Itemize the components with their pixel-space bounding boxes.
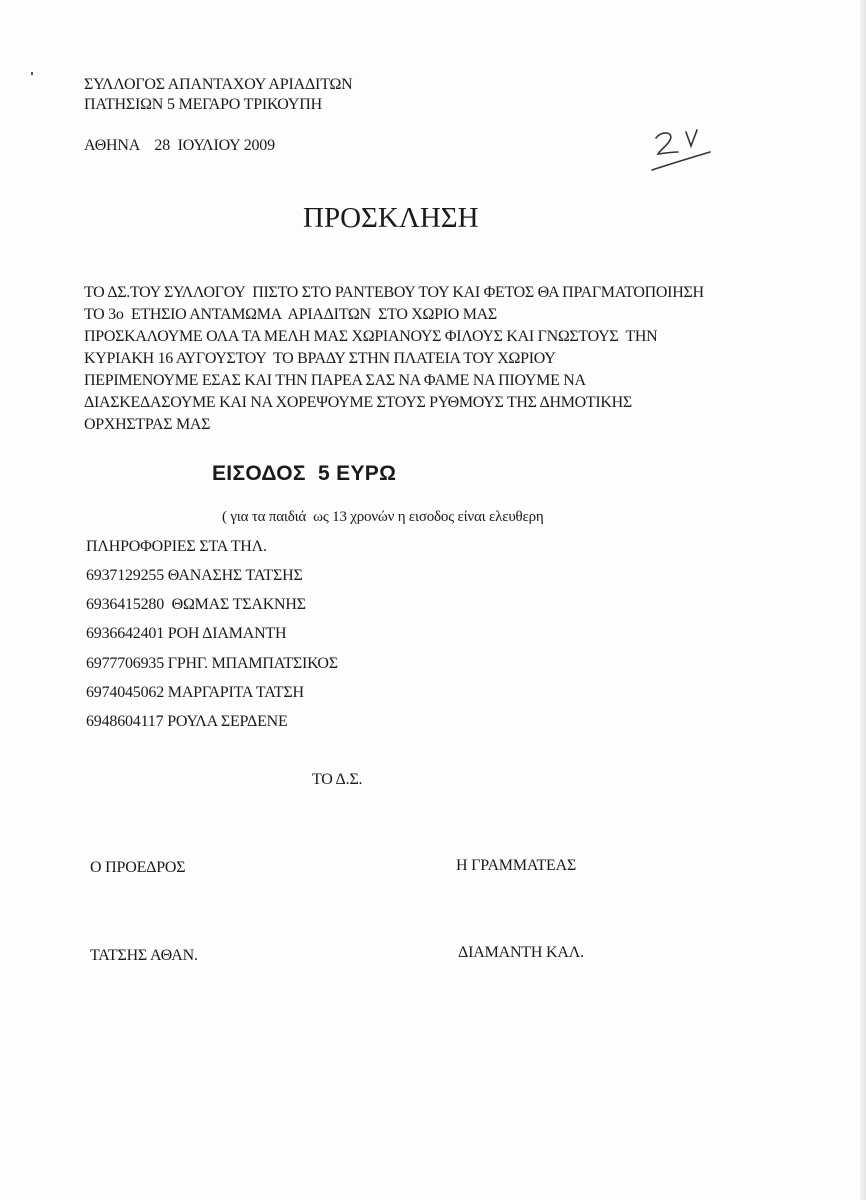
secretary-label: Η ΓΡΑΜΜΑΤΕΑΣ	[456, 857, 577, 874]
body-line: ΤΟ ΔΣ.ΤΟΥ ΣΥΛΛΟΓΟΥ ΠΙΣΤΟ ΣΤΟ ΡΑΝΤΕΒΟΥ ΤΟΥ ΚΑΙ ΦΕΤΟΣ ΘΑ ΠΡΑΓΜΑΤΟΠΟΙΗΣΗ	[84, 284, 704, 301]
info-title: ΠΛΗΡΟΦΟΡΙΕΣ ΣΤΑ ΤΗΛ.	[86, 538, 267, 555]
invitation-body	[84, 282, 704, 436]
contact-item: 6937129255 ΘΑΝΑΣΗΣ ΤΑΤΣΗΣ	[86, 567, 303, 584]
association-name: ΣΥΛΛΟΓΟΣ ΑΠΑΝΤΑΧΟΥ ΑΡΙΑΔΙΤΩΝ	[84, 76, 353, 93]
scan-speck	[31, 72, 33, 75]
document-title: ΠΡΟΣΚΛΗΣΗ	[303, 202, 479, 234]
contact-item: 6974045062 ΜΑΡΓΑΡΙΤΑ ΤΑΤΣΗ	[86, 683, 304, 701]
president-name: ΤΑΤΣΗΣ ΑΘΑΝ.	[90, 947, 198, 964]
contact-item: 6948604117 ΡΟΥΛΑ ΣΕΡΔΕΝΕ	[86, 712, 288, 730]
board-signature: ΤΟ Δ.Σ.	[312, 771, 363, 788]
body-line: ΚΥΡΙΑΚΗ 16 ΑΥΓΟΥΣΤΟΥ ΤΟ ΒΡΑΔΥ ΣΤΗΝ ΠΛΑΤΕΙΑ ΤΟΥ ΧΩΡΙΟΥ	[84, 350, 556, 367]
contact-item: 6936415280 ΘΩΜΑΣ ΤΣΑΚΝΗΣ	[86, 596, 306, 614]
body-line: ΟΡΧΗΣΤΡΑΣ ΜΑΣ	[84, 416, 211, 433]
president-label: Ο ΠΡΟΕΔΡΟΣ	[90, 859, 186, 876]
contact-item: 6977706935 ΓΡΗΓ. ΜΠΑΜΠΑΤΣΙΚΟΣ	[86, 654, 338, 672]
place-date: ΑΘΗΝΑ 28 ΙΟΥΛΙΟΥ 2009	[84, 137, 275, 154]
handwritten-mark	[648, 124, 714, 176]
body-line: ΠΡΟΣΚΑΛΟΥΜΕ ΟΛΑ ΤΑ ΜΕΛΗ ΜΑΣ ΧΩΡΙΑΝΟΥΣ ΦΙΛΟΥΣ ΚΑΙ ΓΝΩΣΤΟΥΣ ΤΗΝ	[84, 328, 658, 345]
body-line: ΤΟ 3ο ΕΤΗΣΙΟ ΑΝΤΑΜΩΜΑ ΑΡΙΑΔΙΤΩΝ ΣΤΟ ΧΩΡΙΟ ΜΑΣ	[84, 306, 497, 323]
association-address: ΠΑΤΗΣΙΩΝ 5 ΜΕΓΑΡΟ ΤΡΙΚΟΥΠΗ	[84, 96, 322, 113]
body-line: ΠΕΡΙΜΕΝΟΥΜΕ ΕΣΑΣ ΚΑΙ ΤΗΝ ΠΑΡΕΑ ΣΑΣ ΝΑ ΦΑΜΕ ΝΑ ΠΙΟΥΜΕ ΝΑ	[84, 372, 586, 389]
contact-list	[86, 567, 338, 742]
secretary-name: ΔΙΑΜΑΝΤΗ ΚΑΛ.	[458, 944, 584, 961]
contact-item: 6936642401 ΡΟΗ ΔΙΑΜΑΝΤΗ	[86, 625, 287, 643]
body-line: ΔΙΑΣΚΕΔΑΣΟΥΜΕ ΚΑΙ ΝΑ ΧΟΡΕΨΟΥΜΕ ΣΤΟΥΣ ΡΥΘΜΟΥΣ ΤΗΣ ΔΗΜΟΤΙΚΗΣ	[84, 394, 632, 411]
entry-fee: ΕΙΣΟΔΟΣ 5 ΕΥΡΩ	[212, 462, 397, 485]
scan-edge	[860, 0, 866, 1200]
children-note: ( για τα παιδιά ως 13 χρονών η εισοδος είναι ελευθερη	[222, 509, 544, 525]
